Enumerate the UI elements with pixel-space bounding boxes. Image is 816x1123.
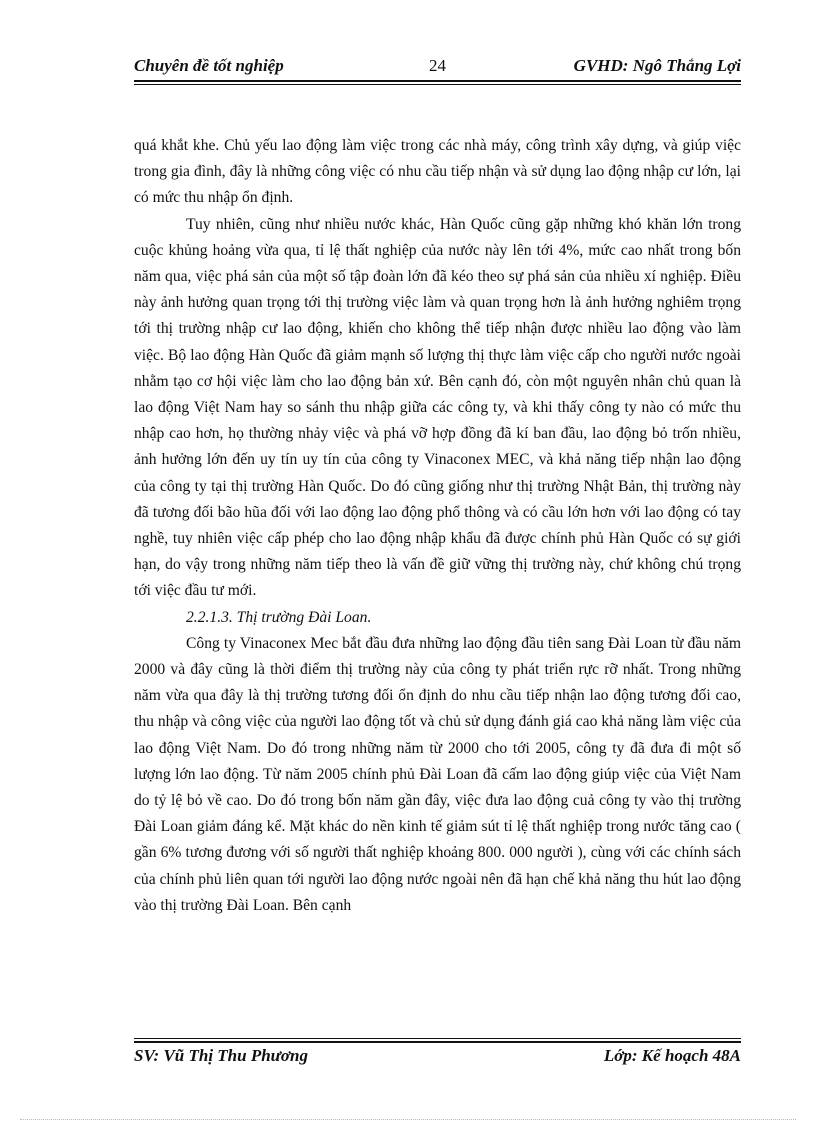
page-bottom-divider [20, 1119, 796, 1120]
footer-rule-thin [134, 1038, 741, 1039]
footer-class: Lớp: Kế hoạch 48A [603, 1046, 741, 1065]
header-rule-thick [134, 80, 741, 82]
paragraph-taiwan: Công ty Vinaconex Mec bắt đầu đưa những lao động đầu tiên sang Đài Loan từ đầu năm 2000 và đây cũng là thời điểm thị trường này của công ty phát triển rực rỡ nhất. Trong những năm vừa qua đây là thị trường tương đối ổn định do nhu cầu tiếp nhận lao động tương đối cao, thu nhập và công việc của người lao động tốt và chủ sử dụng đánh giá cao khả năng làm việc của lao động Việt Nam. Do đó trong những năm từ 2000 cho tới 2005, công ty đã đưa đi một số lượng lớn lao động. Từ năm 2005 chính phủ Đài Loan đã cấm lao động giúp việc của Việt Nam do tỷ lệ bỏ về cao. Do đó trong bốn năm gần đây, việc đưa lao động cuả công ty vào thị trường Đài Loan giảm đáng kể. Mặt khác do nền kinh tế giảm sút tỉ lệ thất nghiệp trong nước tăng cao ( gần 6% tương đương với số người thất nghiệp khoảng 800. 000 người ), cùng với các chính sách của chính phủ liên quan tới người lao động nước ngoài nên đã hạn chế khả năng thu hút lao động vào thị trường Đài Loan. Bên cạnh [134, 634, 741, 914]
page-footer [134, 1046, 741, 1070]
footer-rule-thick [134, 1041, 741, 1043]
section-heading-taiwan: 2.2.1.3. Thị trường Đài Loan. [186, 608, 372, 626]
paragraph-continuation: quá khắt khe. Chủ yếu lao động làm việc trong các nhà máy, công trình xây dựng, và giúp việc trong gia đình, đây là những công việc có nhu cầu tiếp nhận và sử dụng lao động nhập cư lớn, lại có mức thu nhập ổn định. [134, 137, 741, 207]
header-rule-thin [134, 84, 741, 85]
footer-student: SV: Vũ Thị Thu Phương [134, 1046, 308, 1065]
document-body [134, 133, 741, 919]
page-number: 24 [429, 56, 446, 75]
paragraph-korea: Tuy nhiên, cũng như nhiều nước khác, Hàn Quốc cũng gặp những khó khăn lớn trong cuộc khủng hoảng vừa qua, tỉ lệ thất nghiệp của nước này lên tới 4%, mức cao nhất trong bốn năm qua, việc phá sản của một số tập đoàn lớn đã kéo theo sự phá sản của nhiều xí nghiệp. Điều này ảnh hưởng quan trọng tới thị trường việc làm và quan trọng hơn là ảnh hưởng nghiêm trọng tới thị trường nhập cư lao động, khiến cho không thể tiếp nhận được nhiều lao động vào làm việc. Bộ lao động Hàn Quốc đã giảm mạnh số lượng thị thực làm việc cấp cho người nước ngoài nhằm tạo cơ hội việc làm cho lao động bản xứ. Bên cạnh đó, còn một nguyên nhân chủ quan là lao động Việt Nam hay so sánh thu nhập giữa các công ty, và khi thấy công ty nào có mức thu nhập cao hơn, họ thường nhảy việc và phá vỡ hợp đồng đã kí ban đầu, lao động bỏ trốn nhiều, ảnh hưởng lớn đến uy tín uy tín của công ty Vinaconex MEC, và khả năng tiếp nhận lao động của công ty tại thị trường Hàn Quốc. Do đó cũng giống như thị trường Nhật Bản, thị trường này đã tương đối bão hũa đối với lao động lao động phổ thông và có cầu lớn hơn với lao động có tay nghề, tuy nhiên việc cấp phép cho lao động nhập khẩu đã được chính phủ Hàn Quốc có sự giới hạn, do vậy trong những năm tiếp theo là vấn đề giữ vững thị trường này, chứ không chú trọng tới việc đầu tư mới. [134, 215, 741, 600]
header-advisor: GVHD: Ngô Thắng Lợi [573, 56, 741, 75]
header-title: Chuyên đề tốt nghiệp [134, 56, 284, 75]
page-header [134, 56, 741, 80]
